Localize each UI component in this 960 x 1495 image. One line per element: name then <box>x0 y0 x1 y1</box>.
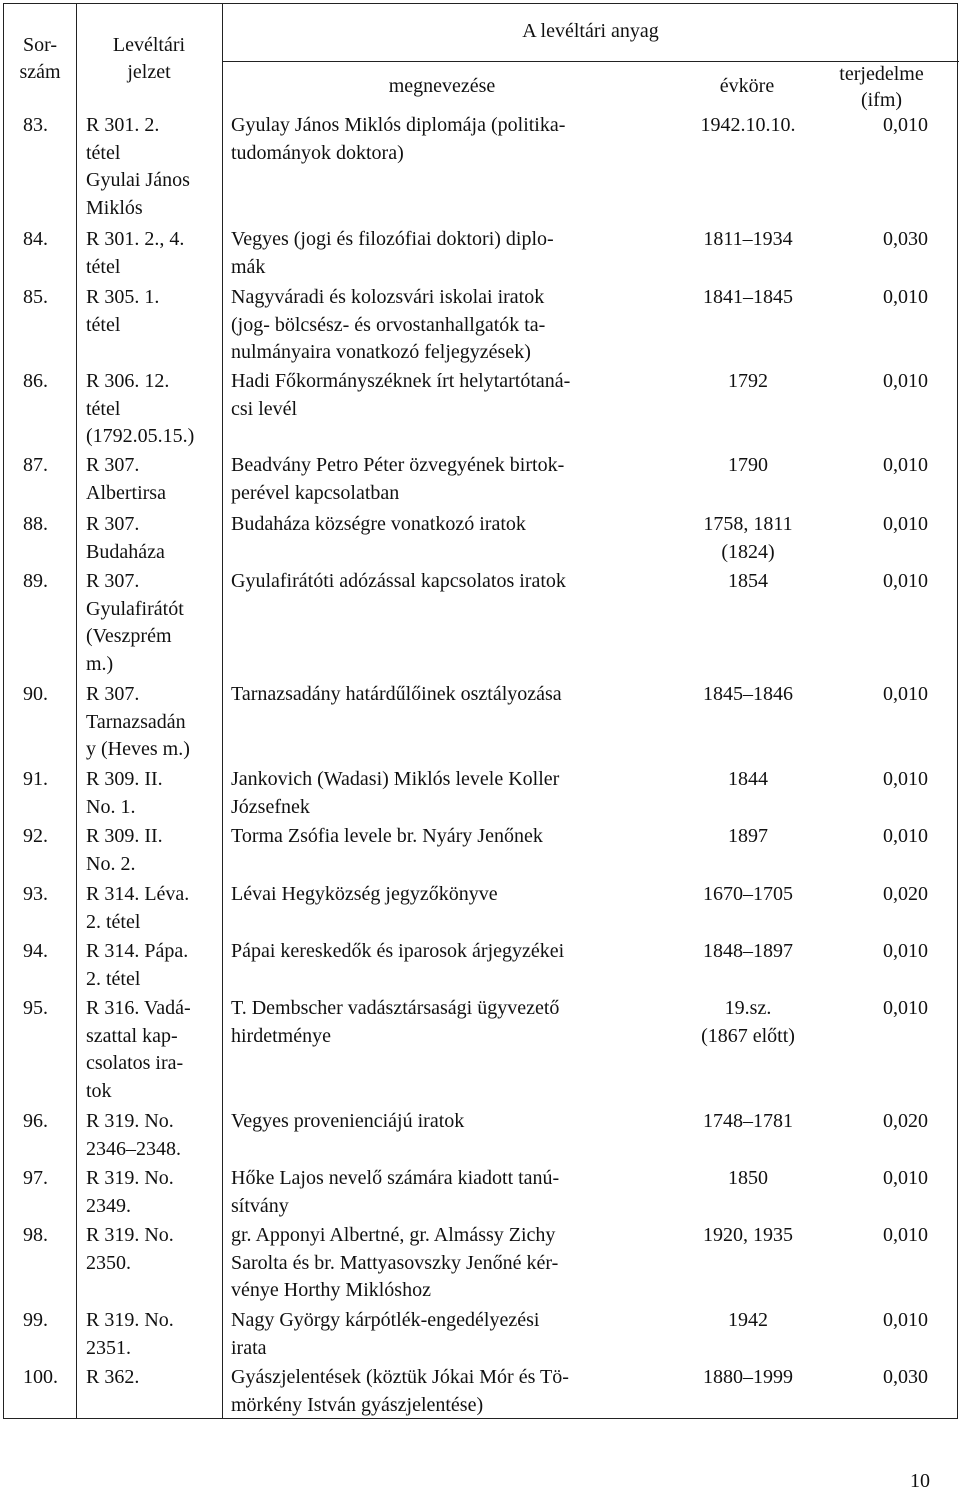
row-description: Lévai Hegyközség jegyzőkönyve <box>231 883 498 905</box>
row-description: Budaháza községre vonatkozó iratok <box>231 513 526 535</box>
row-year: 1942.10.10. <box>700 114 796 136</box>
row-jelzet: R 319. No. 2349. <box>86 1167 174 1217</box>
row-number: 94. <box>23 940 48 962</box>
row-jelzet: R 314. Pápa. 2. tétel <box>86 940 189 990</box>
row-jelzet: R 307. Budaháza <box>86 513 165 563</box>
col-divider <box>222 4 223 1418</box>
row-year: 1848–1897 <box>703 940 793 962</box>
row-size: 0,010 <box>883 1167 928 1189</box>
row-number: 96. <box>23 1110 48 1132</box>
row-number: 100. <box>23 1366 58 1388</box>
row-description: Hőke Lajos nevelő számára kiadott tanú- sítvány <box>231 1167 560 1217</box>
row-number: 98. <box>23 1224 48 1246</box>
header-terjedelme: terjedelme (ifm) <box>839 63 924 111</box>
row-jelzet: R 309. II. No. 1. <box>86 768 163 818</box>
row-size: 0,010 <box>883 1224 928 1246</box>
row-year: 1748–1781 <box>703 1110 793 1132</box>
row-jelzet: R 319. No. 2350. <box>86 1224 174 1274</box>
row-number: 95. <box>23 997 48 1019</box>
row-number: 84. <box>23 228 48 250</box>
row-year: 1854 <box>728 570 768 592</box>
row-size: 0,010 <box>883 114 928 136</box>
col-divider <box>76 4 77 1418</box>
header-evkore: évköre <box>719 75 775 97</box>
row-year: 19.sz. (1867 előtt) <box>701 997 795 1047</box>
row-size: 0,010 <box>883 940 928 962</box>
row-description: Beadvány Petro Péter özvegyének birtok- perével kapcsolatban <box>231 454 565 504</box>
row-description: Jankovich (Wadasi) Miklós levele Koller Józsefnek <box>231 768 560 818</box>
row-size: 0,010 <box>883 825 928 847</box>
row-description: Nagy György kárpótlék-engedélyezési irata <box>231 1309 540 1359</box>
row-jelzet: R 307. Albertirsa <box>86 454 166 504</box>
row-description: T. Dembscher vadásztársasági ügyvezető hirdetménye <box>231 997 560 1047</box>
row-jelzet: R 301. 2., 4. tétel <box>86 228 185 278</box>
row-jelzet: R 362. <box>86 1366 140 1388</box>
row-description: Torma Zsófia levele br. Nyáry Jenőnek <box>231 825 543 847</box>
row-number: 85. <box>23 286 48 308</box>
row-size: 0,010 <box>883 683 928 705</box>
row-size: 0,030 <box>883 1366 928 1388</box>
row-size: 0,020 <box>883 1110 928 1132</box>
row-number: 91. <box>23 768 48 790</box>
row-description: Hadi Főkormányszéknek írt helytartótaná- csi levél <box>231 370 571 420</box>
row-year: 1920, 1935 <box>703 1224 793 1246</box>
row-description: Vegyes provenienciájú iratok <box>231 1110 465 1132</box>
row-number: 92. <box>23 825 48 847</box>
row-jelzet: R 314. Léva. 2. tétel <box>86 883 190 933</box>
row-year: 1845–1846 <box>703 683 793 705</box>
row-number: 97. <box>23 1167 48 1189</box>
row-size: 0,010 <box>883 1309 928 1331</box>
row-description: Vegyes (jogi és filozófiai doktori) diplo- mák <box>231 228 554 278</box>
header-sorszam: Sor- szám <box>19 34 61 83</box>
row-number: 83. <box>23 114 48 136</box>
row-jelzet: R 307. Tarnazsadán y (Heves m.) <box>86 683 190 760</box>
row-year: 1790 <box>728 454 768 476</box>
row-jelzet: R 316. Vadá- szattal kap- csolatos ira- tok <box>86 997 191 1102</box>
row-description: Gyászjelentések (köztük Jókai Mór és Tö- mörkény István gyászjelentése) <box>231 1366 569 1416</box>
row-year: 1850 <box>728 1167 768 1189</box>
row-year: 1844 <box>728 768 768 790</box>
row-jelzet: R 309. II. No. 2. <box>86 825 163 875</box>
row-year: 1880–1999 <box>703 1366 793 1388</box>
row-number: 88. <box>23 513 48 535</box>
row-description: Gyulay János Miklós diplomája (politika- tudományok doktora) <box>231 114 566 164</box>
header-megnevezes: megnevezése <box>388 75 496 97</box>
row-size: 0,010 <box>883 370 928 392</box>
row-description: Gyulafirátóti adózással kapcsolatos iratok <box>231 570 566 592</box>
page-number: 10 <box>910 1470 930 1492</box>
row-jelzet: R 319. No. 2346–2348. <box>86 1110 181 1160</box>
row-number: 87. <box>23 454 48 476</box>
row-jelzet: R 305. 1. tétel <box>86 286 160 336</box>
header-group: A levéltári anyag <box>522 20 659 42</box>
row-year: 1670–1705 <box>703 883 793 905</box>
archive-table <box>3 3 958 1419</box>
row-year: 1897 <box>728 825 768 847</box>
row-year: 1792 <box>728 370 768 392</box>
row-size: 0,010 <box>883 513 928 535</box>
row-number: 93. <box>23 883 48 905</box>
row-jelzet: R 319. No. 2351. <box>86 1309 174 1359</box>
row-description: Pápai kereskedők és iparosok árjegyzékei <box>231 940 565 962</box>
row-number: 90. <box>23 683 48 705</box>
row-year: 1942 <box>728 1309 768 1331</box>
row-size: 0,010 <box>883 768 928 790</box>
row-size: 0,010 <box>883 454 928 476</box>
row-number: 86. <box>23 370 48 392</box>
row-jelzet: R 307. Gyulafirátót (Veszprém m.) <box>86 570 184 675</box>
row-description: Nagyváradi és kolozsvári iskolai iratok (jog- bölcsész- és orvostanhallgatók ta- nulmányaira vonatkozó feljegyzések) <box>231 286 546 363</box>
header-jelzet: Levéltári jelzet <box>112 34 186 83</box>
row-number: 99. <box>23 1309 48 1331</box>
row-year: 1811–1934 <box>703 228 793 250</box>
row-size: 0,010 <box>883 570 928 592</box>
row-jelzet: R 301. 2. tétel Gyulai János Miklós <box>86 114 190 219</box>
row-description: Tarnazsadány határdűlőinek osztályozása <box>231 683 562 705</box>
row-size: 0,030 <box>883 228 928 250</box>
row-year: 1758, 1811 (1824) <box>703 513 793 563</box>
row-year: 1841–1845 <box>703 286 793 308</box>
row-description: gr. Apponyi Albertné, gr. Almássy Zichy Sarolta és br. Mattyasovszky Jenőné kér- vénye Horthy Miklóshoz <box>231 1224 559 1301</box>
row-size: 0,010 <box>883 286 928 308</box>
row-jelzet: R 306. 12. tétel (1792.05.15.) <box>86 370 195 447</box>
row-number: 89. <box>23 570 48 592</box>
row-size: 0,010 <box>883 997 928 1019</box>
row-size: 0,020 <box>883 883 928 905</box>
